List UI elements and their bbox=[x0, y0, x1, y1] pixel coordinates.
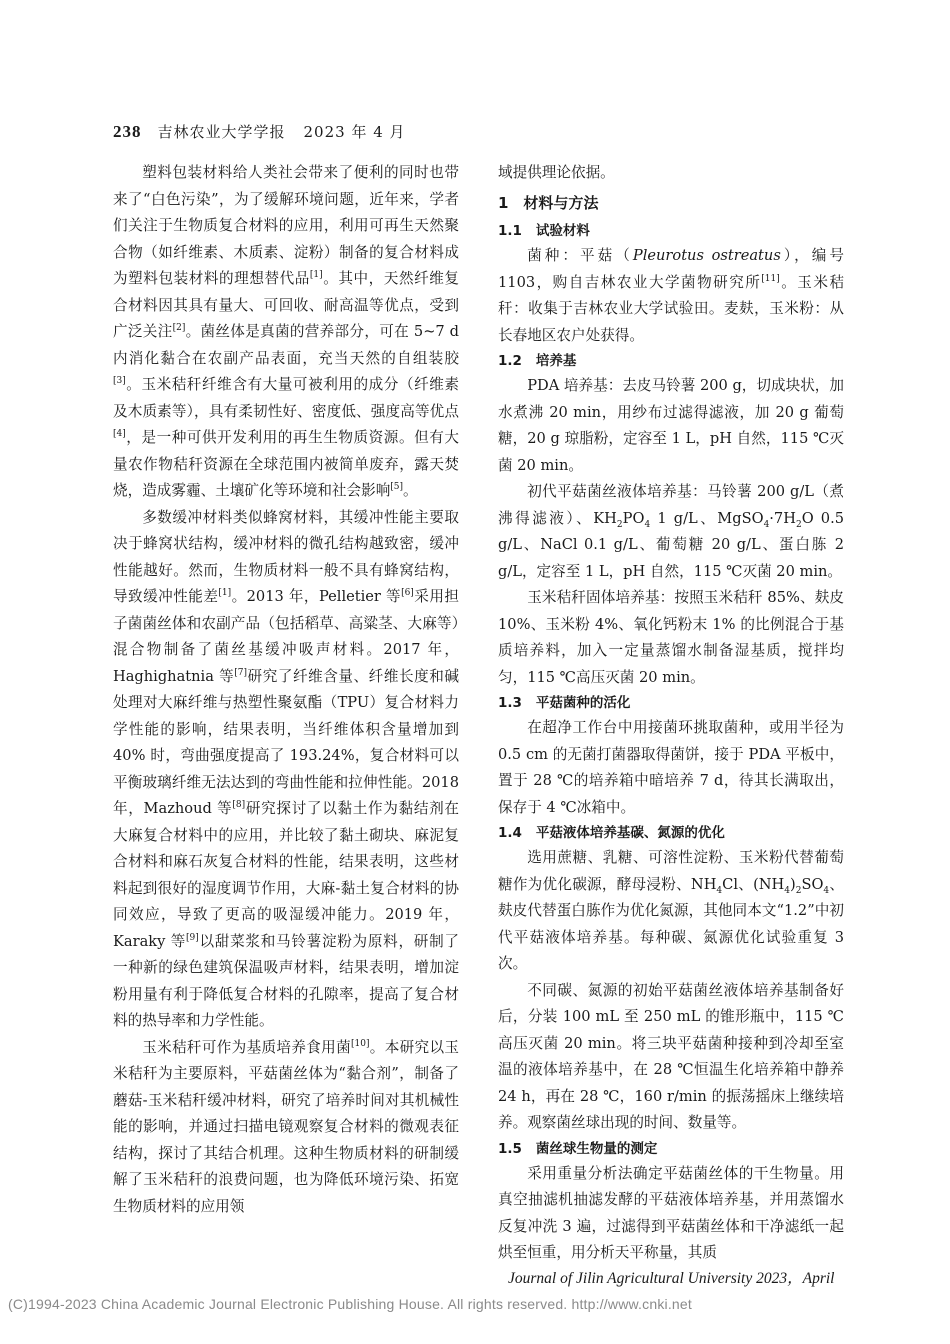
subsection-heading-1-1: 1.1 试验材料 bbox=[498, 223, 590, 239]
journal-name: 吉林农业大学学报 bbox=[157, 123, 286, 141]
right-column bbox=[498, 160, 844, 1267]
citation[interactable]: [5] bbox=[390, 482, 404, 493]
citation[interactable]: [7] bbox=[234, 667, 247, 678]
intro-paragraph-2: 多数缓冲材料类似蜂窝材料，其缓冲性能主要取决于蜂窝状结构，缓冲材料的微孔结构越致密，缓冲性能越好。然而，生物质材料一般不具有蜂窝结构，导致缓冲性能差[1]。2013 年，Pelletier 等[6]采用担子菌菌丝体和农副产品（包括稻草、高粱茎、大麻等）混合物制备了菌丝基缓冲吸声材料。2017 年，Haghighatnia 等[7]研究了纤维含量、纤维长度和碱处理对大麻纤维与热塑性聚氨酯（TPU）复合材料力学性能的影响，结果表明，当纤维体积含量增加到 40% 时，弯曲强度提高了 193.24%，复合材料可以平衡玻璃纤维无法达到的弯曲性能和拉伸性能。2018 年，Mazhoud 等[8]研究探讨了以黏土作为黏结剂在大麻复合材料中的应用，并比较了黏土砌块、麻泥复合材料和麻石灰复合材料的性能，结果表明，这些材料起到很好的湿度调节作用，大麻-黏土复合材料的协同效应，导致了更高的吸湿缓冲能力。2019 年，Karaky 等[9]以甜菜浆和马铃薯淀粉为原料，研制了一种新的绿色建筑保温吸声材料，结果表明，增加淀粉用量有利于降低复合材料的孔隙率，提高了复合材料的热导率和力学性能。 bbox=[113, 508, 459, 1029]
intro-paragraph-3: 玉米秸秆可作为基质培养食用菌[10]。本研究以玉米秸秆为主要原料，平菇菌丝体为“黏合剂”，制备了蘑菇-玉米秸秆缓冲材料，研究了培养时间对其机械性能的影响，并通过扫描电镜观察复合材料的微观表征结构，探讨了其结合机理。这种生物质材料的研制缓解了玉米秸秆的浪费问题，也为降低环境污染、拓宽生物质材料的应用领 bbox=[113, 1038, 459, 1215]
citation[interactable]: [8] bbox=[232, 800, 246, 811]
intro-continuation: 域提供理论依据。 bbox=[498, 164, 615, 181]
latin-species-name: Pleurotus ostreatus bbox=[632, 247, 781, 264]
citation[interactable]: [1] bbox=[218, 588, 232, 599]
citation[interactable]: [3] bbox=[113, 376, 126, 387]
solid-medium-paragraph: 玉米秸秆固体培养基：按照玉米秸秆 85%、麸皮 10%、玉米粉 4%、氧化钙粉末 1% 的比例混合于基质培养料，加入一定量蒸馏水制备湿基质，搅拌均匀，115 ℃高压灭菌 20 min。 bbox=[498, 589, 844, 686]
running-header bbox=[113, 121, 406, 142]
subsection-heading-1-4: 1.4 平菇液体培养基碳、氮源的优化 bbox=[498, 825, 725, 841]
issue-date: 2023 年 4 月 bbox=[303, 123, 406, 141]
liquid-medium-paragraph: 初代平菇菌丝液体培养基：马铃薯 200 g/L（煮沸得滤液）、$KH_2PO_4$ 1 g/L、$MgSO_4\cdot 7H_2O$ 0.5 g/L、NaCl 0.1 g/L、葡萄糖 20 g/L、蛋白胨 2 g/L，定容至 1 L，pH 自然，115 ℃灭菌 20 min。 bbox=[498, 483, 845, 580]
biomass-paragraph: 采用重量分析法确定平菇菌丝体的干生物量。用真空抽滤机抽滤发酵的平菇液体培养基，并用蒸馏水反复冲洗 3 遍，过滤得到平菇菌丝体和干净滤纸一起烘至恒重，用分析天平称量，其质 bbox=[498, 1164, 844, 1261]
citation[interactable]: [11] bbox=[761, 273, 780, 284]
citation[interactable]: [10] bbox=[351, 1038, 370, 1049]
materials-paragraph: 菌种：平菇（Pleurotus ostreatus），编号 1103，购自吉林农业大学菌物研究所[11]。玉米秸秆：收集于吉林农业大学试验田。麦麸，玉米粉：从长春地区农户处获得。 bbox=[498, 247, 845, 344]
citation[interactable]: [2] bbox=[172, 323, 186, 334]
subsection-heading-1-2: 1.2 培养基 bbox=[498, 353, 577, 369]
subsection-heading-1-3: 1.3 平菇菌种的活化 bbox=[498, 695, 631, 711]
citation[interactable]: [6] bbox=[401, 588, 414, 599]
optimization-paragraph-1: 选用蔗糖、乳糖、可溶性淀粉、玉米粉代替葡萄糖作为优化碳源，酵母浸粉、$NH_4Cl$、$(NH_4)_2SO_4$、麸皮代替蛋白胨作为优化氮源，其他同本文“1.2”中初代平菇液体培养基。每种碳、氮源优化试验重复 3 次。 bbox=[498, 849, 844, 972]
footer-journal-english: Journal of Jilin Agricultural University 2023，April bbox=[508, 1270, 835, 1287]
copyright-notice: (C)1994-2023 China Academic Journal Electronic Publishing House. All rights reserved. http://www.cnki.net bbox=[8, 1296, 692, 1312]
intro-paragraph-1: 塑料包装材料给人类社会带来了便利的同时也带来了“白色污染”，为了缓解环境问题，近年来，学者们关注于生物质复合材料的应用，利用可再生天然聚合物（如纤维素、木质素、淀粉）制备的复合材料成为塑料包装材料的理想替代品[1]。其中，天然纤维复合材料因其具有量大、可回收、耐高温等优点，受到广泛关注[2]。菌丝体是真菌的营养部分，可在 5~7 d 内消化黏合在农副产品表面，充当天然的自组装胶[3]。玉米秸秆纤维含有大量可被利用的成分（纤维素及木质素等），具有柔韧性好、密度低、强度高等优点[4]，是一种可供开发利用的再生生物质资源。但有大量农作物秸秆资源在全球范围内被简单废弃，露天焚烧，造成雾霾、土壤矿化等环境和社会影响[5]。 bbox=[113, 164, 459, 499]
subsection-heading-1-5: 1.5 菌丝球生物量的测定 bbox=[498, 1140, 658, 1157]
activation-paragraph: 在超净工作台中用接菌环挑取菌种，或用半径为 0.5 cm 的无菌打菌器取得菌饼，接于 PDA 平板中，置于 28 ℃的培养箱中暗培养 7 d，待其长满取出，保存于 4 ℃冰箱中。 bbox=[498, 719, 844, 816]
optimization-paragraph-2: 不同碳、氮源的初始平菇菌丝液体培养基制备好后，分装 100 mL 至 250 mL 的锥形瓶中，115 ℃高压灭菌 20 min。将三块平菇菌种接种到冷却至室温的液体培养基中，在 28 ℃恒温生化培养箱中静养 24 h，再在 28 ℃，160 r/min 的振荡摇床上继续培养。观察菌丝球出现的时间、数量等。 bbox=[498, 981, 844, 1131]
citation[interactable]: [9] bbox=[186, 932, 199, 943]
section-heading-1: 1 材料与方法 bbox=[498, 193, 599, 212]
citation[interactable]: [4] bbox=[113, 429, 126, 440]
page-number: 238 bbox=[113, 122, 142, 141]
pda-medium-paragraph: PDA 培养基：去皮马铃薯 200 g，切成块状，加水煮沸 20 min，用纱布过滤得滤液，加 20 g 葡萄糖，20 g 琼脂粉，定容至 1 L，pH 自然，115 ℃灭菌 20 min。 bbox=[498, 377, 844, 474]
citation[interactable]: [1] bbox=[309, 270, 323, 281]
left-column bbox=[113, 160, 459, 1220]
